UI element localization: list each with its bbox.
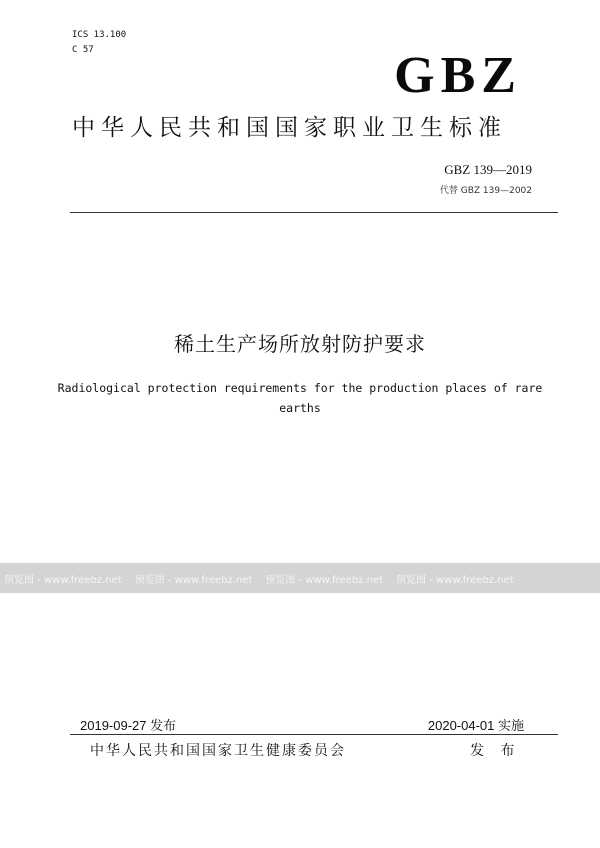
classification-codes — [72, 28, 126, 58]
standard-category-title: 中华人民共和国国家职业卫生标准 — [72, 115, 507, 141]
standard-number: GBZ 139—2019 — [444, 162, 532, 177]
document-title-english — [50, 378, 550, 418]
english-title-line-2: earths — [279, 401, 321, 415]
document-title-chinese: 稀土生产场所放射防护要求 — [174, 332, 426, 356]
watermark-text: 预览图 - www.freebz.net — [396, 574, 514, 586]
footer-divider — [70, 734, 558, 735]
ccs-code: C 57 — [72, 45, 94, 55]
publish-label: 发 布 — [470, 743, 521, 759]
replaces-standard: 代替 GBZ 139—2002 — [439, 186, 532, 196]
ics-code: ICS 13.100 — [72, 30, 127, 40]
watermark-text: 预览图 - www.freebz.net — [265, 574, 384, 586]
watermark-text: 预览图 - www.freebz.net — [134, 574, 253, 586]
gbz-logo: GBZ — [394, 47, 522, 104]
issue-date: 2019-09-27 发布 — [80, 718, 177, 733]
watermark-banner — [0, 563, 600, 593]
header-divider — [70, 212, 558, 213]
publisher: 中华人民共和国国家卫生健康委员会 — [90, 743, 346, 759]
english-title-line-1: Radiological protection requirements for the production places of rare — [57, 381, 543, 395]
implementation-date: 2020-04-01 实施 — [427, 718, 524, 733]
watermark-text: 预览图 - www.freebz.net — [4, 574, 122, 586]
